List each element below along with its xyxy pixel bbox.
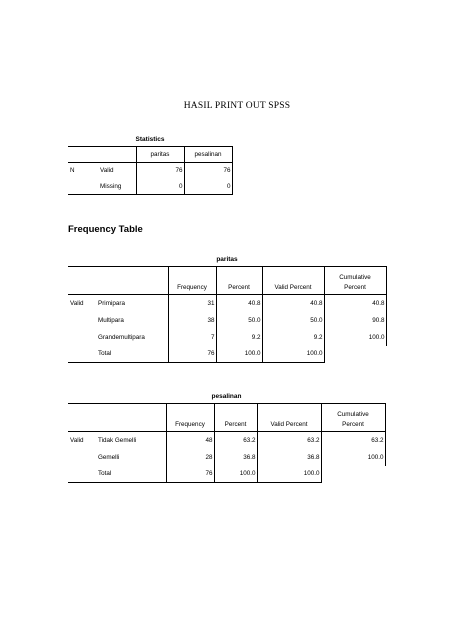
frequency-table-heading: Frequency Table — [68, 224, 143, 235]
paritas-caption: paritas — [216, 256, 238, 263]
header-percent: Percent — [214, 418, 257, 432]
cell-frequency: 31 — [168, 295, 216, 312]
row-label: Primipara — [96, 295, 168, 312]
header-cell — [68, 281, 96, 295]
cell-cumulative: 100.0 — [324, 329, 386, 346]
header-cell — [68, 404, 96, 418]
group-cell — [68, 346, 96, 363]
header-cumulative-percent: Percent — [321, 418, 385, 432]
cell-valid-percent: 50.0 — [262, 312, 324, 329]
header-cell — [216, 267, 262, 281]
row-label: Total — [96, 466, 166, 483]
cell-frequency: 38 — [168, 312, 216, 329]
cell-valid-percent: 63.2 — [257, 432, 321, 449]
pesalinan-table — [68, 403, 386, 483]
cell-frequency: 7 — [168, 329, 216, 346]
group-label: Valid — [70, 299, 84, 307]
row-label: Tidak Gemelli — [96, 432, 166, 449]
cell-percent: 100.0 — [216, 346, 262, 363]
header-cell — [96, 418, 166, 432]
cell-frequency: 76 — [168, 346, 216, 363]
cell-cumulative — [321, 466, 385, 483]
cell-cumulative: 90.8 — [324, 312, 386, 329]
table-row — [68, 312, 386, 329]
header-cell — [98, 147, 136, 163]
group-cell — [68, 466, 96, 483]
header-cumulative: Cumulative — [324, 267, 386, 281]
row-label: Multipara — [96, 312, 168, 329]
table-header-row — [68, 147, 232, 163]
statistics-caption: Statistics — [135, 136, 165, 143]
cell-cumulative — [324, 346, 386, 363]
cell-percent: 63.2 — [214, 432, 257, 449]
cell-value: 76 — [184, 163, 232, 179]
header-cumulative-percent: Percent — [324, 281, 386, 295]
cell-percent: 36.8 — [214, 449, 257, 466]
row-label: Missing — [98, 179, 136, 195]
table-row — [68, 179, 232, 195]
statistics-table — [68, 146, 233, 195]
header-cell — [257, 404, 321, 418]
table-row — [68, 295, 386, 312]
cell-percent: 100.0 — [214, 466, 257, 483]
cell-frequency: 28 — [166, 449, 214, 466]
header-percent: Percent — [216, 281, 262, 295]
cell-percent: 40.8 — [216, 295, 262, 312]
cell-cumulative: 100.0 — [321, 449, 385, 466]
row-label: Grandemultipara — [96, 329, 168, 346]
header-paritas: paritas — [136, 147, 184, 163]
cell-valid-percent: 9.2 — [262, 329, 324, 346]
n-label: N — [68, 163, 98, 179]
group-cell — [68, 329, 96, 346]
header-cell — [262, 267, 324, 281]
row-label: Gemelli — [96, 449, 166, 466]
cell-value: 76 — [136, 163, 184, 179]
header-valid-percent: Valid Percent — [257, 418, 321, 432]
table-row — [68, 449, 385, 466]
cell-value: 0 — [136, 179, 184, 195]
table-header-row — [68, 267, 386, 281]
cell-valid-percent: 100.0 — [257, 466, 321, 483]
cell-valid-percent: 40.8 — [262, 295, 324, 312]
table-row — [68, 329, 386, 346]
cell-valid-percent: 100.0 — [262, 346, 324, 363]
header-cell — [68, 418, 96, 432]
table-header-row — [68, 404, 385, 418]
group-cell — [68, 449, 96, 466]
header-cumulative: Cumulative — [321, 404, 385, 418]
table-row — [68, 432, 385, 449]
header-cell — [68, 147, 98, 163]
document-title: HASIL PRINT OUT SPSS — [183, 101, 291, 111]
header-cell — [166, 404, 214, 418]
table-row — [68, 346, 386, 363]
header-cell — [68, 267, 96, 281]
cell-valid-percent: 36.8 — [257, 449, 321, 466]
group-label: Valid — [70, 436, 84, 444]
header-frequency: Frequency — [168, 281, 216, 295]
table-header-row — [68, 281, 386, 295]
header-cell — [168, 267, 216, 281]
row-label: Total — [96, 346, 168, 363]
paritas-table — [68, 266, 387, 363]
cell-frequency: 76 — [166, 466, 214, 483]
header-cell — [96, 404, 166, 418]
header-valid-percent: Valid Percent — [262, 281, 324, 295]
cell-cumulative: 40.8 — [324, 295, 386, 312]
header-cell — [214, 404, 257, 418]
table-row — [68, 466, 385, 483]
group-cell — [68, 312, 96, 329]
header-cell — [96, 267, 168, 281]
row-group — [68, 179, 98, 195]
cell-percent: 9.2 — [216, 329, 262, 346]
cell-frequency: 48 — [166, 432, 214, 449]
table-header-row — [68, 418, 385, 432]
cell-value: 0 — [184, 179, 232, 195]
cell-cumulative: 63.2 — [321, 432, 385, 449]
header-cell — [96, 281, 168, 295]
pesalinan-caption: pesalinan — [211, 393, 242, 400]
cell-percent: 50.0 — [216, 312, 262, 329]
header-frequency: Frequency — [166, 418, 214, 432]
table-row — [68, 163, 232, 179]
row-label: Valid — [98, 163, 136, 179]
header-pesalinan: pesalinan — [184, 147, 232, 163]
